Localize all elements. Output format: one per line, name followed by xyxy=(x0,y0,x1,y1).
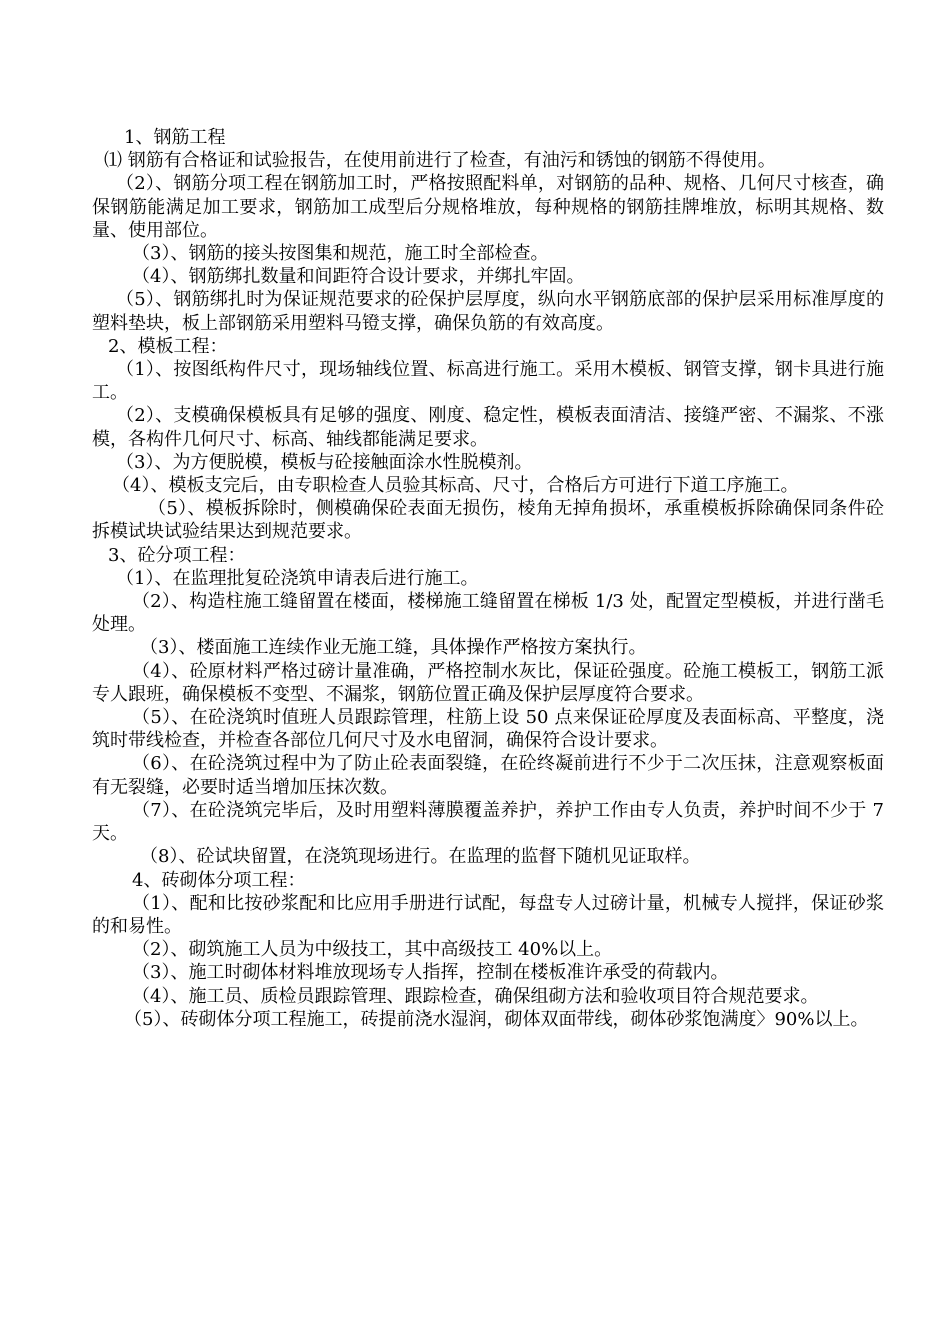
paragraph: （2）、砌筑施工人员为中级技工，其中高级技工 40%以上。 xyxy=(132,939,613,961)
paragraph: （5）、模板拆除时，侧模确保砼表面无损伤，棱角无掉角损坏，承重模板拆除确保同条件砼拆模试块试验结果达到规范要求。 xyxy=(92,498,884,543)
section-heading-rebar: 1、钢筋工程 xyxy=(124,127,226,148)
section-heading-concrete: 3、砼分项工程： xyxy=(108,544,246,566)
paragraph: （1）、按图纸构件尺寸，现场轴线位置、标高进行施工。采用木模板、钢管支撑，钢卡具进行施工。 xyxy=(92,359,884,404)
paragraph: （4）、砼原材料严格过磅计量准确，严格控制水灰比，保证砼强度。砼施工模板工，钢筋工派专人跟班，确保模板不变型、不漏浆，钢筋位置正确及保护层厚度符合要求。 xyxy=(92,660,884,705)
paragraph: （4）、施工员、质检员跟踪管理、跟踪检查，确保组砌方法和验收项目符合规范要求。 xyxy=(132,985,819,1007)
paragraph: （1）、在监理批复砼浇筑申请表后进行施工。 xyxy=(116,567,479,589)
section-heading-masonry: 4、砖砌体分项工程： xyxy=(132,869,306,891)
paragraph: （2）、支模确保模板具有足够的强度、刚度、稳定性，模板表面清洁、接缝严密、不漏浆、不涨模，各构件几何尺寸、标高、轴线都能满足要求。 xyxy=(92,405,884,450)
section-heading-formwork: 2、模板工程： xyxy=(108,335,228,357)
paragraph: （3）、施工时砌体材料堆放现场专人指挥，控制在楼板准许承受的荷载内。 xyxy=(132,962,729,984)
paragraph: （8）、砼试块留置，在浇筑现场进行。在监理的监督下随机见证取样。 xyxy=(140,846,701,868)
paragraph: （5）、砖砌体分项工程施工，砖提前浇水湿润，砌体双面带线，砌体砂浆饱满度〉90%以上。 xyxy=(124,1008,869,1030)
paragraph: （3）、楼面施工连续作业无施工缝，具体操作严格按方案执行。 xyxy=(140,637,647,659)
paragraph: （5）、钢筋绑扎时为保证规范要求的砼保护层厚度，纵向水平钢筋底部的保护层采用标准厚度的塑料垫块，板上部钢筋采用塑料马镫支撑，确保负筋的有效高度。 xyxy=(92,289,884,334)
paragraph: （3）、为方便脱模，模板与砼接触面涂水性脱模剂。 xyxy=(116,451,533,473)
paragraph: ⑴ 钢筋有合格证和试验报告，在使用前进行了检查，有油污和锈蚀的钢筋不得使用。 xyxy=(104,150,776,172)
paragraph: （6）、在砼浇筑过程中为了防止砼表面裂缝，在砼终凝前进行不少于二次压抹，注意观察板面有无裂缝，必要时适当增加压抹次数。 xyxy=(92,753,884,798)
paragraph: （4）、模板支完后，由专职检查人员验其标高、尺寸，合格后方可进行下道工序施工。 xyxy=(112,475,799,497)
paragraph: （4）、钢筋绑扎数量和间距符合设计要求，并绑扎牢固。 xyxy=(132,266,585,288)
paragraph: （3）、钢筋的接头按图集和规范，施工时全部检查。 xyxy=(132,243,549,265)
paragraph: （2）、钢筋分项工程在钢筋加工时，严格按照配料单，对钢筋的品种、规格、几何尺寸核查，确保钢筋能满足加工要求，钢筋加工成型后分规格堆放，每种规格的钢筋挂牌堆放，标明其规格、数量、使用部位。 xyxy=(92,173,884,241)
paragraph: （2）、构造柱施工缝留置在楼面，楼梯施工缝留置在梯板 1/3 处，配置定型模板，并进行凿毛处理。 xyxy=(92,591,884,636)
paragraph: （7）、在砼浇筑完毕后，及时用塑料薄膜覆盖养护，养护工作由专人负责，养护时间不少于 7 天。 xyxy=(92,799,884,845)
document-body xyxy=(92,126,884,1031)
paragraph: （1）、配和比按砂浆配和比应用手册进行试配，每盘专人过磅计量，机械专人搅拌，保证砂浆的和易性。 xyxy=(92,892,884,937)
paragraph: （5）、在砼浇筑时值班人员跟踪管理，柱筋上设 50 点来保证砼厚度及表面标高、平整度，浇筑时带线检查，并检查各部位几何尺寸及水电留洞，确保符合设计要求。 xyxy=(92,707,884,752)
